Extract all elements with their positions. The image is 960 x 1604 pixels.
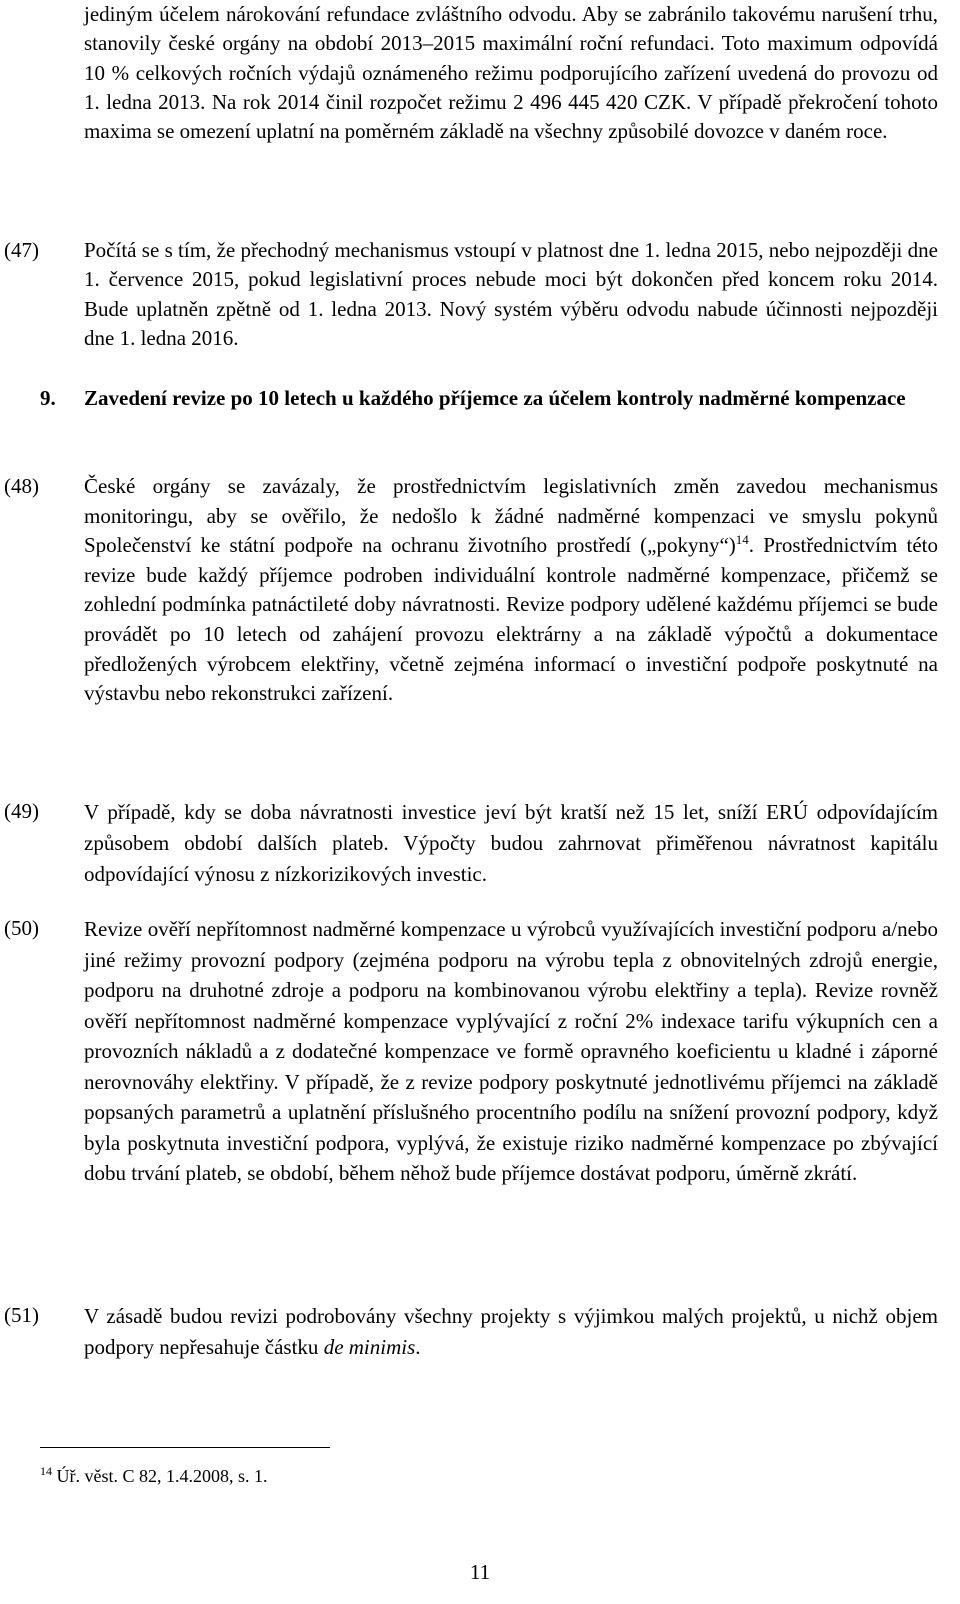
paragraph-50 bbox=[0, 914, 938, 1189]
section-title: Zavedení revize po 10 letech u každého příjemce za účelem kontroly nadměrné kompenzace bbox=[84, 386, 906, 410]
paragraph-text bbox=[84, 472, 938, 709]
paragraph-number: (49) bbox=[4, 799, 39, 823]
paragraph-text: Revize ověří nepřítomnost nadměrné kompenzace u výrobců využívajících investiční podporu a/nebo jiné režimy provozní podpory (zejména podporu na výrobu tepla z obnovitelných zdrojů energie, podporu na druhotné zdroje a podporu na kombinovanou výrobu elektřiny a tepla). Revize rovněž ověří nepřítomnost nadměrné kompenzace vyplývající z roční 2% indexace tarifu výkupních cen a provozních nákladů a z dodatečné kompenzace ve formě opravného koeficientu u kladné i záporné nerovnováhy elektřiny. V případě, že z revize podpory poskytnuté jednotlivému příjemci na základě popsaných parametrů a uplatnění příslušného procentního podílu na snížení provozní podpory, když byla poskytnuta investiční podpora, vyplývá, že existuje riziko nadměrné kompenzace po zbývající dobu trvání plateb, se období, během něhož bude příjemce dostávat podporu, úměrně zkrátí. bbox=[84, 917, 938, 1185]
paragraph-number: (51) bbox=[4, 1303, 39, 1327]
paragraph-48 bbox=[0, 472, 938, 709]
section-number: 9. bbox=[40, 386, 56, 410]
footnote-reference[interactable]: 14 bbox=[735, 532, 749, 548]
footnote bbox=[40, 1464, 268, 1488]
continuation-paragraph: jediným účelem nárokování refundace zvláštního odvodu. Aby se zabránilo takovému narušení trhu, stanovily české orgány na období 2013–2015 maximální roční refundaci. Toto maximum odpovídá 10 % celkových ročních výdajů oznámeného režimu podporujícího zařízení uvedená do provozu od 1. ledna 2013. Na rok 2014 činil rozpočet režimu 2 496 445 420 CZK. V případě překročení tohoto maxima se omezení uplatní na poměrném základě na všechny způsobilé dovozce v daném roce. bbox=[84, 2, 938, 144]
paragraph-number: (47) bbox=[4, 238, 39, 262]
paragraph-text-part: České orgány se zavázaly, že prostřednictvím legislativních změn zavedou mechanismus monitoringu, aby se ověřilo, že nedošlo k žádné nadměrné kompenzaci ve smyslu pokynů Společenství ke státní podpoře na ochranu životního prostředí („pokyny“) bbox=[84, 474, 938, 558]
paragraph-text-part: V zásadě budou revizi podrobovány všechny projekty s výjimkou malých projektů, u nichž objem podpory nepřesahuje částku bbox=[84, 1304, 938, 1359]
footnote-number: 14 bbox=[40, 1464, 52, 1478]
paragraph-text: Počítá se s tím, že přechodný mechanismus vstoupí v platnost dne 1. ledna 2015, nebo nejpozději dne 1. července 2015, pokud legislativní proces nebude moci být dokončen před koncem roku 2014. Bude uplatněn zpětně od 1. ledna 2013. Nový systém výběru odvodu nabude účinnosti nejpozději dne 1. ledna 2016. bbox=[84, 238, 938, 350]
footnote-text: Úř. věst. C 82, 1.4.2008, s. 1. bbox=[52, 1466, 268, 1486]
paragraph-text-part: . bbox=[415, 1335, 421, 1359]
paragraph-text: V případě, kdy se doba návratnosti investice jeví být kratší než 15 let, sníží ERÚ odpovídajícím způsobem období dalších plateb. Výpočty budou zahrnovat přiměřenou návratnost kapitálu odpovídající výnosu z nízkorizikových investic. bbox=[84, 800, 938, 886]
paragraph-text-part: . Prostřednictvím této revize bude každý příjemce podroben individuální kontrole nadměrné kompenzace, přičemž se zohlední podmínka patnáctileté doby návratnosti. Revize podpory udělené každému příjemci se bude provádět po 10 letech od zahájení provozu elektrárny a na základě výpočtů a dokumentace předložených výrobcem elektřiny, včetně zejména informací o investiční podpoře poskytnuté na výstavbu nebo rekonstrukci zařízení. bbox=[84, 533, 938, 706]
footnote-separator bbox=[40, 1447, 330, 1448]
page-number: 11 bbox=[469, 1560, 491, 1584]
paragraph-51 bbox=[0, 1301, 938, 1363]
paragraph-text bbox=[84, 1301, 938, 1363]
section-heading bbox=[0, 384, 938, 413]
paragraph-number: (50) bbox=[4, 916, 39, 940]
paragraph-47 bbox=[0, 236, 938, 353]
italic-term: de minimis bbox=[323, 1335, 416, 1359]
paragraph-49 bbox=[0, 797, 938, 890]
paragraph-number: (48) bbox=[4, 474, 39, 498]
